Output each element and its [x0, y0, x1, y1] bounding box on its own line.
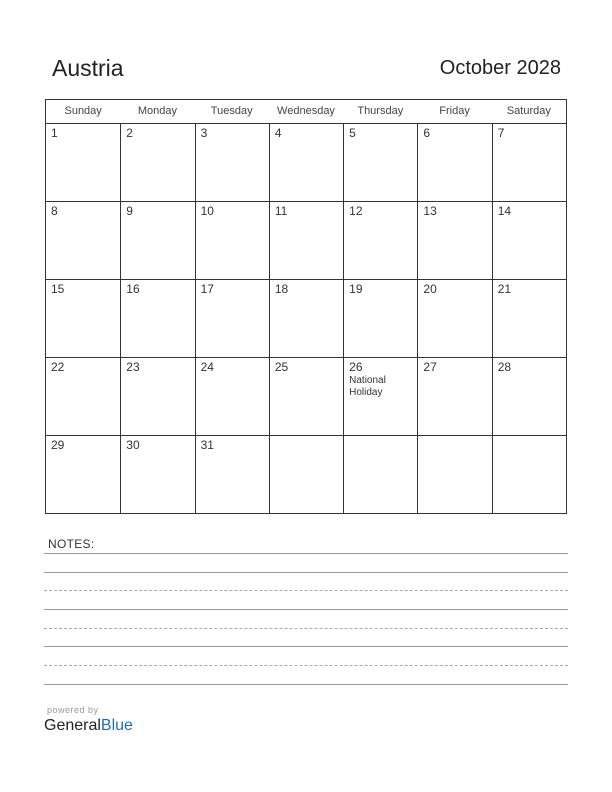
brand-blue: Blue — [100, 717, 133, 734]
day-cell — [195, 358, 269, 435]
day-number: 24 — [200, 360, 214, 374]
calendar-grid — [45, 99, 567, 514]
day-cell — [195, 280, 269, 357]
day-number: 3 — [200, 126, 208, 140]
day-number: 1 — [51, 126, 58, 140]
day-cell — [269, 280, 343, 357]
notes-line — [44, 553, 568, 554]
day-number: 20 — [423, 282, 437, 296]
day-cell — [269, 124, 343, 201]
day-cell — [417, 358, 491, 435]
day-cell — [269, 436, 343, 513]
day-cell — [492, 124, 566, 201]
day-cell — [269, 358, 343, 435]
day-number: 31 — [200, 438, 214, 452]
day-cell — [120, 280, 194, 357]
week-row — [46, 124, 566, 202]
day-number: 16 — [126, 282, 140, 296]
day-number: 6 — [423, 126, 431, 140]
day-number: 7 — [497, 126, 505, 140]
day-cell — [46, 358, 120, 435]
day-cell — [417, 280, 491, 357]
notes-label: NOTES: — [48, 537, 95, 551]
day-cell — [492, 202, 566, 279]
day-number: 17 — [200, 282, 214, 296]
notes-line — [44, 572, 568, 573]
holiday-label: National Holiday — [349, 375, 386, 398]
month-year-title: October 2028 — [439, 57, 561, 79]
day-number: 4 — [274, 126, 282, 140]
day-cell — [343, 124, 417, 201]
day-number: 12 — [349, 204, 363, 218]
notes-line — [44, 590, 568, 591]
generalblue-logo — [44, 717, 133, 735]
day-number: 26 — [349, 360, 363, 374]
day-cell — [195, 124, 269, 201]
week-row — [46, 436, 566, 513]
day-number: 28 — [497, 360, 512, 374]
week-row — [46, 202, 566, 280]
weeks-container — [46, 124, 566, 513]
week-row — [46, 280, 566, 358]
day-number: 14 — [497, 204, 512, 218]
day-number: 11 — [274, 204, 288, 218]
weekday-sunday: Sunday — [64, 105, 102, 117]
day-number: 27 — [423, 360, 437, 374]
day-cell — [195, 202, 269, 279]
day-number: 21 — [497, 282, 512, 296]
day-cell — [417, 436, 491, 513]
day-cell — [343, 202, 417, 279]
day-cell — [492, 280, 566, 357]
notes-line — [44, 665, 568, 666]
day-cell — [417, 202, 491, 279]
day-cell — [343, 436, 417, 513]
day-number: 5 — [349, 126, 356, 140]
notes-line — [44, 684, 568, 685]
country-title: Austria — [52, 55, 124, 81]
day-cell — [492, 358, 566, 435]
day-cell — [46, 436, 120, 513]
weekday-friday: Friday — [439, 105, 470, 117]
day-cell — [343, 358, 417, 435]
day-cell — [492, 436, 566, 513]
day-cell — [120, 124, 194, 201]
day-number: 10 — [200, 204, 214, 218]
day-number: 13 — [423, 204, 437, 218]
day-cell — [269, 202, 343, 279]
brand-general: General — [44, 717, 101, 734]
weekday-thursday: Thursday — [357, 105, 404, 117]
day-cell — [46, 202, 120, 279]
weekday-monday: Monday — [137, 105, 177, 117]
weekday-tuesday: Tuesday — [210, 105, 253, 117]
day-cell — [343, 280, 417, 357]
day-number: 22 — [51, 360, 65, 374]
day-number: 29 — [51, 438, 65, 452]
notes-line — [44, 609, 568, 610]
day-cell — [46, 124, 120, 201]
day-number: 9 — [126, 204, 133, 218]
day-number: 23 — [126, 360, 140, 374]
day-number: 19 — [349, 282, 363, 296]
week-row — [46, 358, 566, 436]
day-number: 2 — [126, 126, 133, 140]
day-number: 30 — [126, 438, 140, 452]
day-cell — [195, 436, 269, 513]
day-number: 25 — [274, 360, 289, 374]
day-number: 8 — [51, 204, 58, 218]
notes-line — [44, 628, 568, 629]
powered-by-text: powered by — [47, 705, 99, 715]
day-number: 15 — [51, 282, 65, 296]
day-cell — [46, 280, 120, 357]
weekday-header-row — [46, 100, 566, 124]
day-cell — [120, 358, 194, 435]
weekday-wednesday: Wednesday — [277, 105, 335, 117]
day-number: 18 — [274, 282, 289, 296]
weekday-saturday: Saturday — [506, 105, 551, 117]
day-cell — [120, 202, 194, 279]
day-cell — [120, 436, 194, 513]
day-cell — [417, 124, 491, 201]
notes-line — [44, 646, 568, 647]
